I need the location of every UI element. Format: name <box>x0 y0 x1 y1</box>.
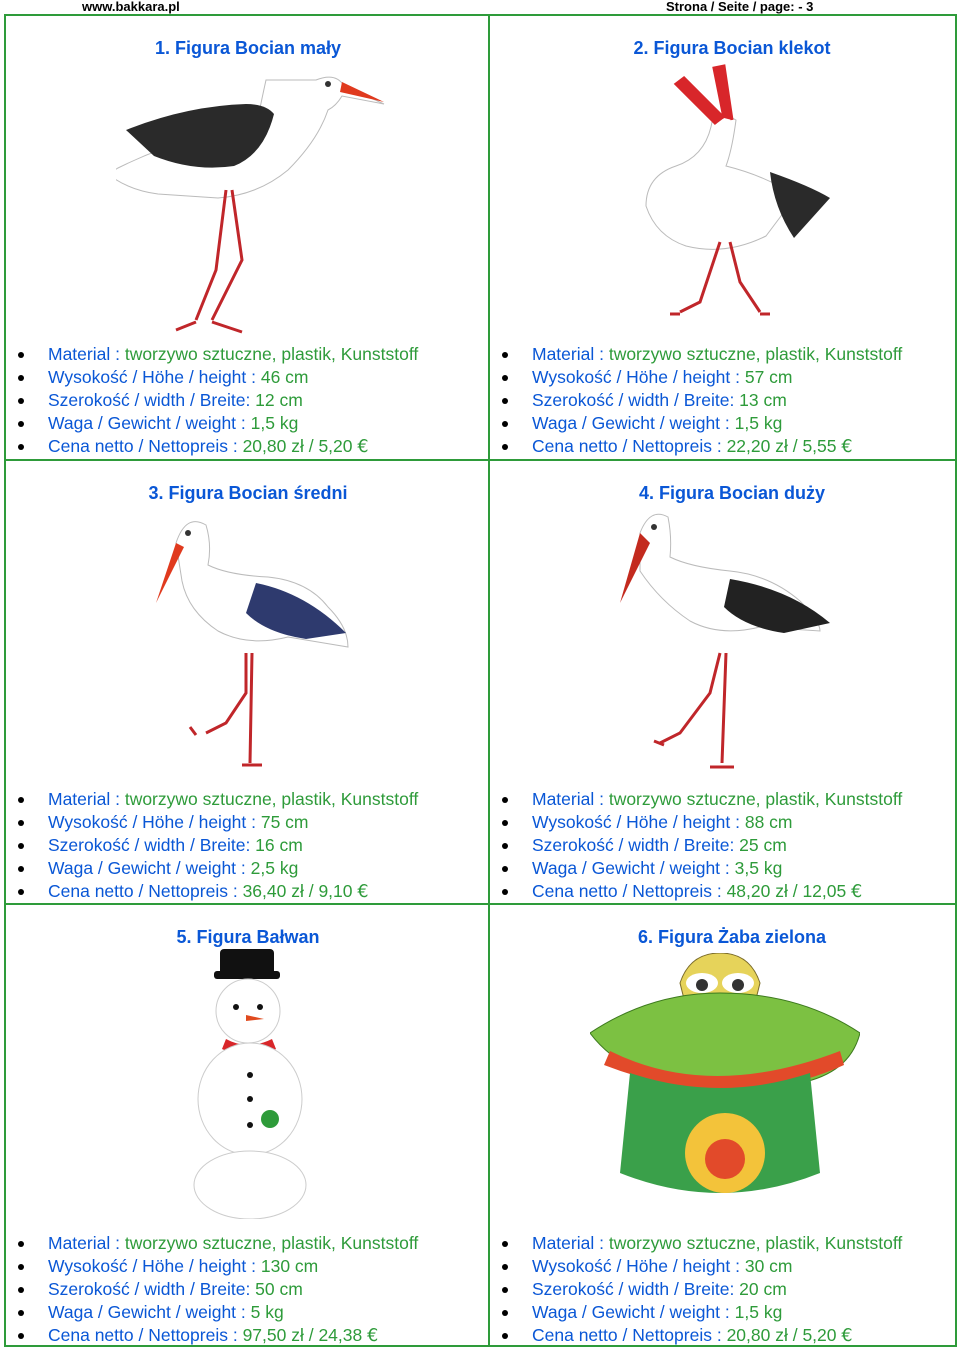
spec-width: Szerokość / width / Breite: 50 cm <box>6 1278 490 1301</box>
product-title: 4. Figura Bocian duży <box>638 483 826 503</box>
euro-icon: € <box>851 882 863 902</box>
spec-weight: Waga / Gewicht / weight : 2,5 kg <box>6 857 490 880</box>
spec-price: Cena netto / Nettopreis : 20,80 zł / 5,20 € <box>490 1324 960 1347</box>
product-card <box>6 905 490 1348</box>
spec-material: Material : tworzywo sztuczne, plastik, Kunststoff <box>6 788 490 811</box>
spec-weight: Waga / Gewicht / weight : 1,5 kg <box>490 1301 960 1324</box>
spec-price: Cena netto / Nettopreis : 20,80 zł / 5,20 € <box>6 435 490 458</box>
euro-icon: € <box>357 437 369 457</box>
spec-weight: Waga / Gewicht / weight : 1,5 kg <box>6 412 490 435</box>
spec-material: Material : tworzywo sztuczne, plastik, Kunststoff <box>490 343 960 366</box>
spec-width: Szerokość / width / Breite: 13 cm <box>490 389 960 412</box>
site-url[interactable]: www.bakkara.pl <box>82 0 180 14</box>
spec-list <box>6 1232 490 1347</box>
product-card <box>490 16 960 459</box>
product-card <box>490 461 960 904</box>
spec-height: Wysokość / Höhe / height : 75 cm <box>6 811 490 834</box>
product-title: 5. Figura Bałwan <box>176 927 320 947</box>
product-card <box>6 461 490 904</box>
spec-width: Szerokość / width / Breite: 16 cm <box>6 834 490 857</box>
stork-medium-image <box>146 503 356 778</box>
euro-icon: € <box>841 1326 853 1346</box>
product-title: 1. Figura Bocian mały <box>154 38 342 58</box>
stork-large-image <box>610 503 830 778</box>
spec-width: Szerokość / width / Breite: 20 cm <box>490 1278 960 1301</box>
product-card <box>490 905 960 1348</box>
spec-price: Cena netto / Nettopreis : 36,40 zł / 9,10 € <box>6 880 490 903</box>
spec-height: Wysokość / Höhe / height : 46 cm <box>6 366 490 389</box>
spec-width: Szerokość / width / Breite: 12 cm <box>6 389 490 412</box>
product-card <box>6 16 490 459</box>
spec-height: Wysokość / Höhe / height : 88 cm <box>490 811 960 834</box>
product-title: 6. Figura Żaba zielona <box>637 927 827 947</box>
spec-list <box>490 343 960 458</box>
spec-price: Cena netto / Nettopreis : 22,20 zł / 5,55 € <box>490 435 960 458</box>
spec-material: Material : tworzywo sztuczne, plastik, Kunststoff <box>6 343 490 366</box>
spec-width: Szerokość / width / Breite: 25 cm <box>490 834 960 857</box>
spec-weight: Waga / Gewicht / weight : 1,5 kg <box>490 412 960 435</box>
euro-icon: € <box>367 1326 379 1346</box>
euro-icon: € <box>841 437 853 457</box>
stork-small-image <box>116 60 386 340</box>
spec-price: Cena netto / Nettopreis : 48,20 zł / 12,05 € <box>490 880 960 903</box>
spec-weight: Waga / Gewicht / weight : 5 kg <box>6 1301 490 1324</box>
spec-weight: Waga / Gewicht / weight : 3,5 kg <box>490 857 960 880</box>
page-header <box>0 0 960 14</box>
spec-list <box>6 788 490 903</box>
spec-material: Material : tworzywo sztuczne, plastik, Kunststoff <box>6 1232 490 1255</box>
spec-list <box>490 788 960 903</box>
page-number: Strona / Seite / page: - 3 <box>666 0 814 14</box>
spec-price: Cena netto / Nettopreis : 97,50 zł / 24,38 € <box>6 1324 490 1347</box>
spec-height: Wysokość / Höhe / height : 30 cm <box>490 1255 960 1278</box>
stork-clattering-image <box>620 62 830 332</box>
euro-icon: € <box>357 882 369 902</box>
green-frog-image <box>590 953 860 1213</box>
spec-material: Material : tworzywo sztuczne, plastik, Kunststoff <box>490 1232 960 1255</box>
spec-list <box>490 1232 960 1347</box>
product-title: 3. Figura Bocian średni <box>148 483 348 503</box>
snowman-image <box>186 949 316 1219</box>
spec-list <box>6 343 490 458</box>
spec-height: Wysokość / Höhe / height : 130 cm <box>6 1255 490 1278</box>
product-title: 2. Figura Bocian klekot <box>633 38 831 58</box>
spec-height: Wysokość / Höhe / height : 57 cm <box>490 366 960 389</box>
spec-material: Material : tworzywo sztuczne, plastik, Kunststoff <box>490 788 960 811</box>
